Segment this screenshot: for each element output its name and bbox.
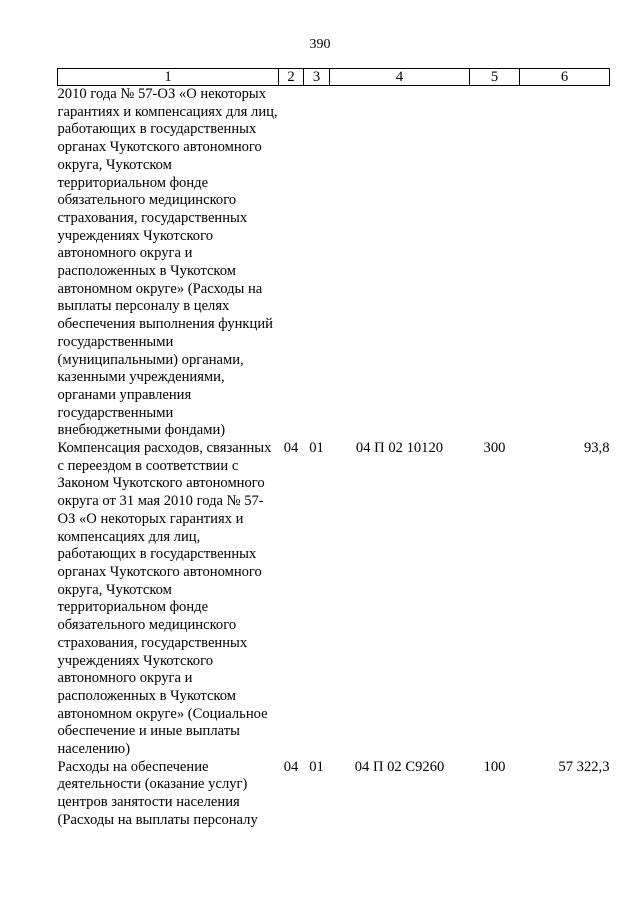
table-row [58, 440, 610, 759]
row-subsection: 01 [309, 758, 324, 775]
row-target-article: 04 П 02 С9260 [354, 758, 445, 775]
table-header-row [58, 69, 610, 86]
row-amount: 57 322,3 [558, 758, 610, 775]
budget-table [57, 68, 610, 830]
table-row [58, 86, 610, 441]
column-header-6: 6 [520, 69, 610, 86]
row-section: 04 [283, 758, 299, 775]
row-amount [520, 86, 610, 441]
column-header-3: 3 [304, 69, 330, 86]
row-target-article [330, 86, 470, 441]
row-name: Компенсация расходов, связанных с переездом в соответствии с Законом Чукотского автономного округа от 31 мая 2010 года № 57-ОЗ «О некоторых гарантиях и компенсациях для лиц, работающих в государственных органах Чукотского автономного округа, Чукотском территориальном фонде обязательного медицинского страхования, государственных учреждениях Чукотского автономного округа и расположенных в Чукотском автономном округе» (Социальное обеспечение и иные выплаты населению) [57, 440, 272, 758]
row-name: 2010 года № 57-ОЗ «О некоторых гарантиях и компенсациях для лиц, работающих в государственных органах Чукотского автономного округа, Чукотском территориальном фонде обязательного медицинского страхования, государственных учреждениях Чукотского автономного округа и расположенных в Чукотском автономном округе» (Расходы на выплаты персоналу в целях обеспечения выполнения функций государственными (муниципальными) органами, казенными учреждениями, органами управления государственными внебюджетными фондами) [57, 86, 278, 439]
column-header-1: 1 [58, 69, 279, 86]
row-name: Расходы на обеспечение деятельности (оказание услуг) центров занятости населения (Расходы на выплаты персоналу [57, 758, 258, 828]
table-row [58, 759, 610, 830]
row-expense-type: 300 [483, 440, 506, 457]
row-amount: 93,8 [583, 440, 610, 457]
row-subsection [304, 86, 330, 441]
row-section: 04 [283, 440, 299, 457]
column-header-5: 5 [470, 69, 520, 86]
column-header-4: 4 [330, 69, 470, 86]
row-section [279, 86, 304, 441]
row-expense-type: 100 [483, 758, 506, 775]
row-subsection: 01 [309, 440, 324, 457]
page-number: 390 [309, 37, 331, 52]
row-target-article: 04 П 02 10120 [355, 440, 444, 457]
column-header-2: 2 [279, 69, 304, 86]
row-expense-type [470, 86, 520, 441]
